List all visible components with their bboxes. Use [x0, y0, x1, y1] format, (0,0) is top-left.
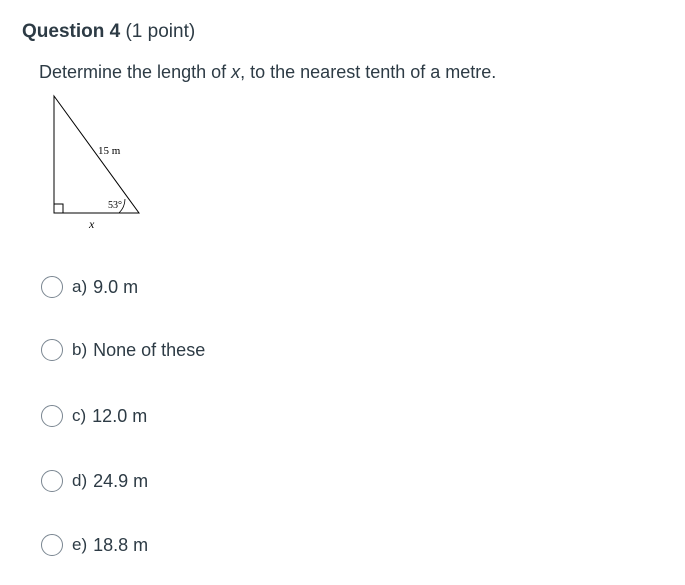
option-text: None of these: [93, 339, 206, 360]
option-c[interactable]: [41, 403, 147, 429]
hypotenuse-label: 15 m: [98, 145, 121, 157]
triangle-diagram: [45, 90, 155, 235]
angle-label: 53°: [108, 200, 122, 211]
question-prompt: [39, 60, 496, 84]
triangle-figure: [45, 90, 155, 235]
base-label: x: [89, 217, 95, 231]
option-b[interactable]: [41, 337, 205, 363]
question-header: [22, 20, 195, 44]
prompt-variable: x: [231, 62, 241, 82]
option-letter: c): [72, 406, 87, 425]
question-title: Question 4: [22, 21, 121, 42]
radio-button[interactable]: [41, 534, 63, 556]
radio-button[interactable]: [41, 470, 63, 492]
radio-button[interactable]: [41, 276, 63, 298]
radio-button[interactable]: [41, 405, 63, 427]
option-text: 12.0 m: [92, 405, 148, 426]
right-angle-marker: [54, 204, 63, 213]
option-letter: d): [72, 471, 88, 490]
radio-button[interactable]: [41, 339, 63, 361]
option-text: 9.0 m: [93, 276, 139, 297]
option-text: 24.9 m: [93, 470, 149, 491]
option-letter: e): [72, 535, 88, 554]
option-text: 18.8 m: [93, 534, 149, 555]
option-a[interactable]: [41, 274, 138, 300]
option-letter: b): [72, 340, 88, 359]
option-d[interactable]: [41, 468, 148, 494]
question-points: (1 point): [125, 21, 196, 42]
option-letter: a): [72, 277, 88, 296]
right-triangle: [54, 96, 139, 213]
prompt-text-end: , to the nearest tenth of a metre.: [240, 62, 497, 82]
option-e[interactable]: [41, 532, 148, 558]
prompt-text-start: Determine the length of: [39, 62, 232, 82]
